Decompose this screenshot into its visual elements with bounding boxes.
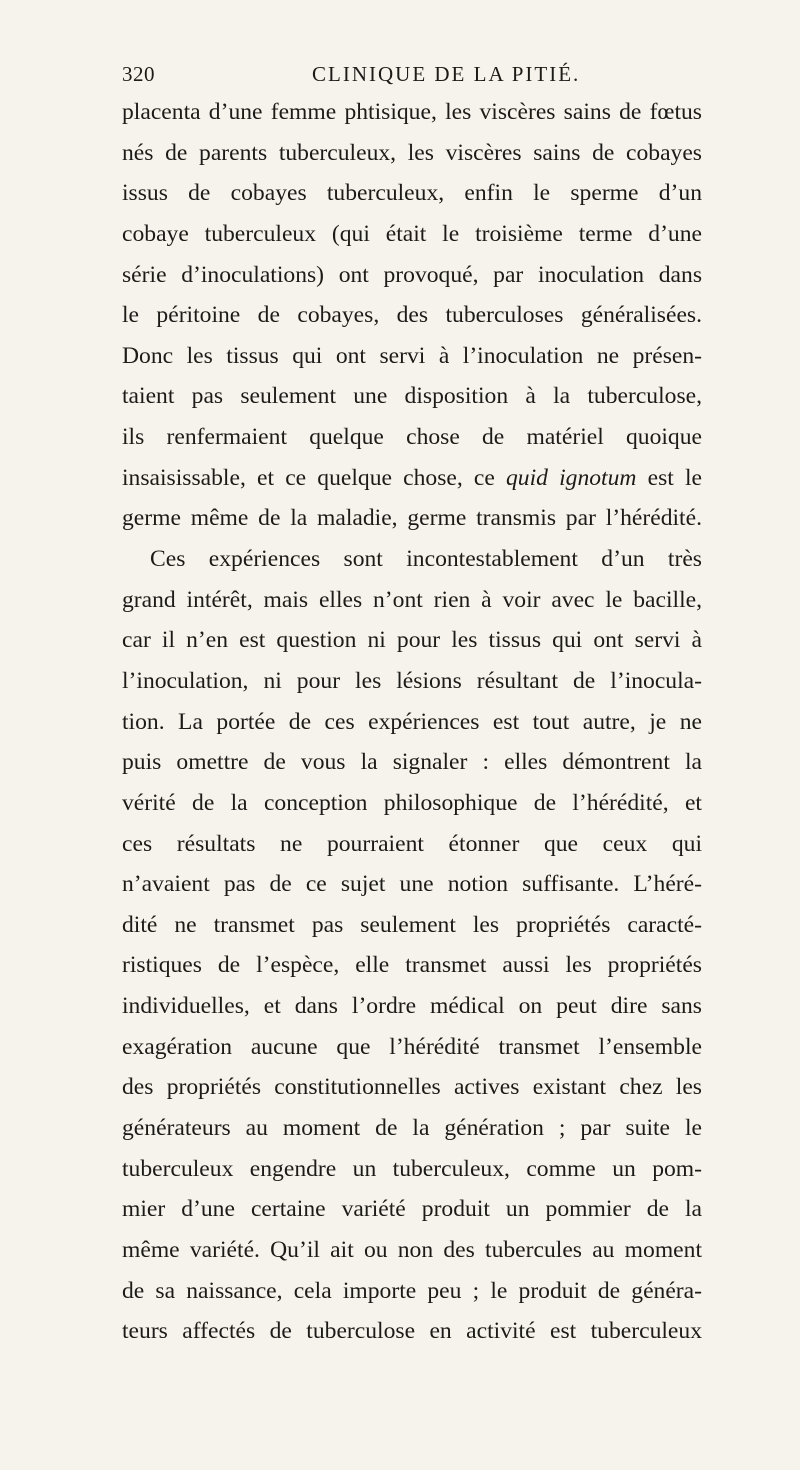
text-line: tuberculeux engendre un tuberculeux, comme un pom- xyxy=(122,1155,702,1182)
text-line: des propriétés constitutionnelles actives existant chez les xyxy=(122,1074,702,1101)
text-line: vérité de la conception philosophique de l’hérédité, et xyxy=(122,789,702,816)
text-line: issus de cobayes tuberculeux, enfin le sperme d’un xyxy=(122,180,702,207)
text-line: série d’inoculations) ont provoqué, par inoculation dans xyxy=(122,261,702,288)
text-line: ristiques de l’espèce, elle transmet aussi les propriétés xyxy=(122,952,702,979)
text-line: teurs affectés de tuberculose en activité est tuberculeux xyxy=(122,1318,702,1345)
text-line: puis omettre de vous la signaler : elles démontrent la xyxy=(122,749,702,776)
text-line: grand intérêt, mais elles n’ont rien à voir avec le bacille, xyxy=(122,586,702,613)
text-line: le péritoine de cobayes, des tuberculoses généralisées. xyxy=(122,302,702,329)
text-line: exagération aucune que l’hérédité transmet l’ensemble xyxy=(122,1033,702,1060)
text-line: de sa naissance, cela importe peu ; le produit de généra- xyxy=(122,1277,702,1304)
text-line: germe même de la maladie, germe transmis par l’hérédité. xyxy=(122,505,702,532)
text-line: placenta d’une femme phtisique, les viscères sains de fœtus xyxy=(122,99,702,125)
text-line xyxy=(122,458,702,499)
text-line: l’inoculation, ni pour les lésions résultant de l’inocula- xyxy=(122,667,702,694)
running-head xyxy=(122,62,694,94)
text-line: cobaye tuberculeux (qui était le troisième terme d’une xyxy=(122,220,702,247)
text-line: n’avaient pas de ce sujet une notion suffisante. L’héré- xyxy=(122,871,702,898)
text-line: ils renfermaient quelque chose de matériel quoique xyxy=(122,424,702,451)
text-segment: insaisissable, et ce quelque chose, ce xyxy=(122,464,506,491)
text-line: individuelles, et dans l’ordre médical on peut dire sans xyxy=(122,993,702,1020)
text-line: tion. La portée de ces expériences est tout autre, je ne xyxy=(122,708,702,735)
text-line: Donc les tissus qui ont servi à l’inoculation ne présen- xyxy=(122,342,702,369)
running-title: CLINIQUE DE LA PITIÉ. xyxy=(312,62,581,86)
body-text xyxy=(122,92,702,1352)
text-line: générateurs au moment de la génération ; par suite le xyxy=(122,1115,702,1142)
text-line: mier d’une certaine variété produit un pommier de la xyxy=(122,1196,702,1223)
text-line: car il n’en est question ni pour les tissus qui ont servi à xyxy=(122,627,702,654)
text-line: dité ne transmet pas seulement les propriétés caracté- xyxy=(122,911,702,938)
italic-phrase: quid ignotum xyxy=(506,464,637,491)
text-line: ces résultats ne pourraient étonner que ceux qui xyxy=(122,830,702,857)
text-segment: est le xyxy=(636,464,702,491)
page-number: 320 xyxy=(122,62,155,86)
paragraph-first-line: Ces expériences sont incontestablement d’un très xyxy=(150,546,702,573)
text-line: taient pas seulement une disposition à la tuberculose, xyxy=(122,383,702,410)
text-line: nés de parents tuberculeux, les viscères sains de cobayes xyxy=(122,139,702,166)
text-line: même variété. Qu’il ait ou non des tubercules au moment xyxy=(122,1236,702,1263)
